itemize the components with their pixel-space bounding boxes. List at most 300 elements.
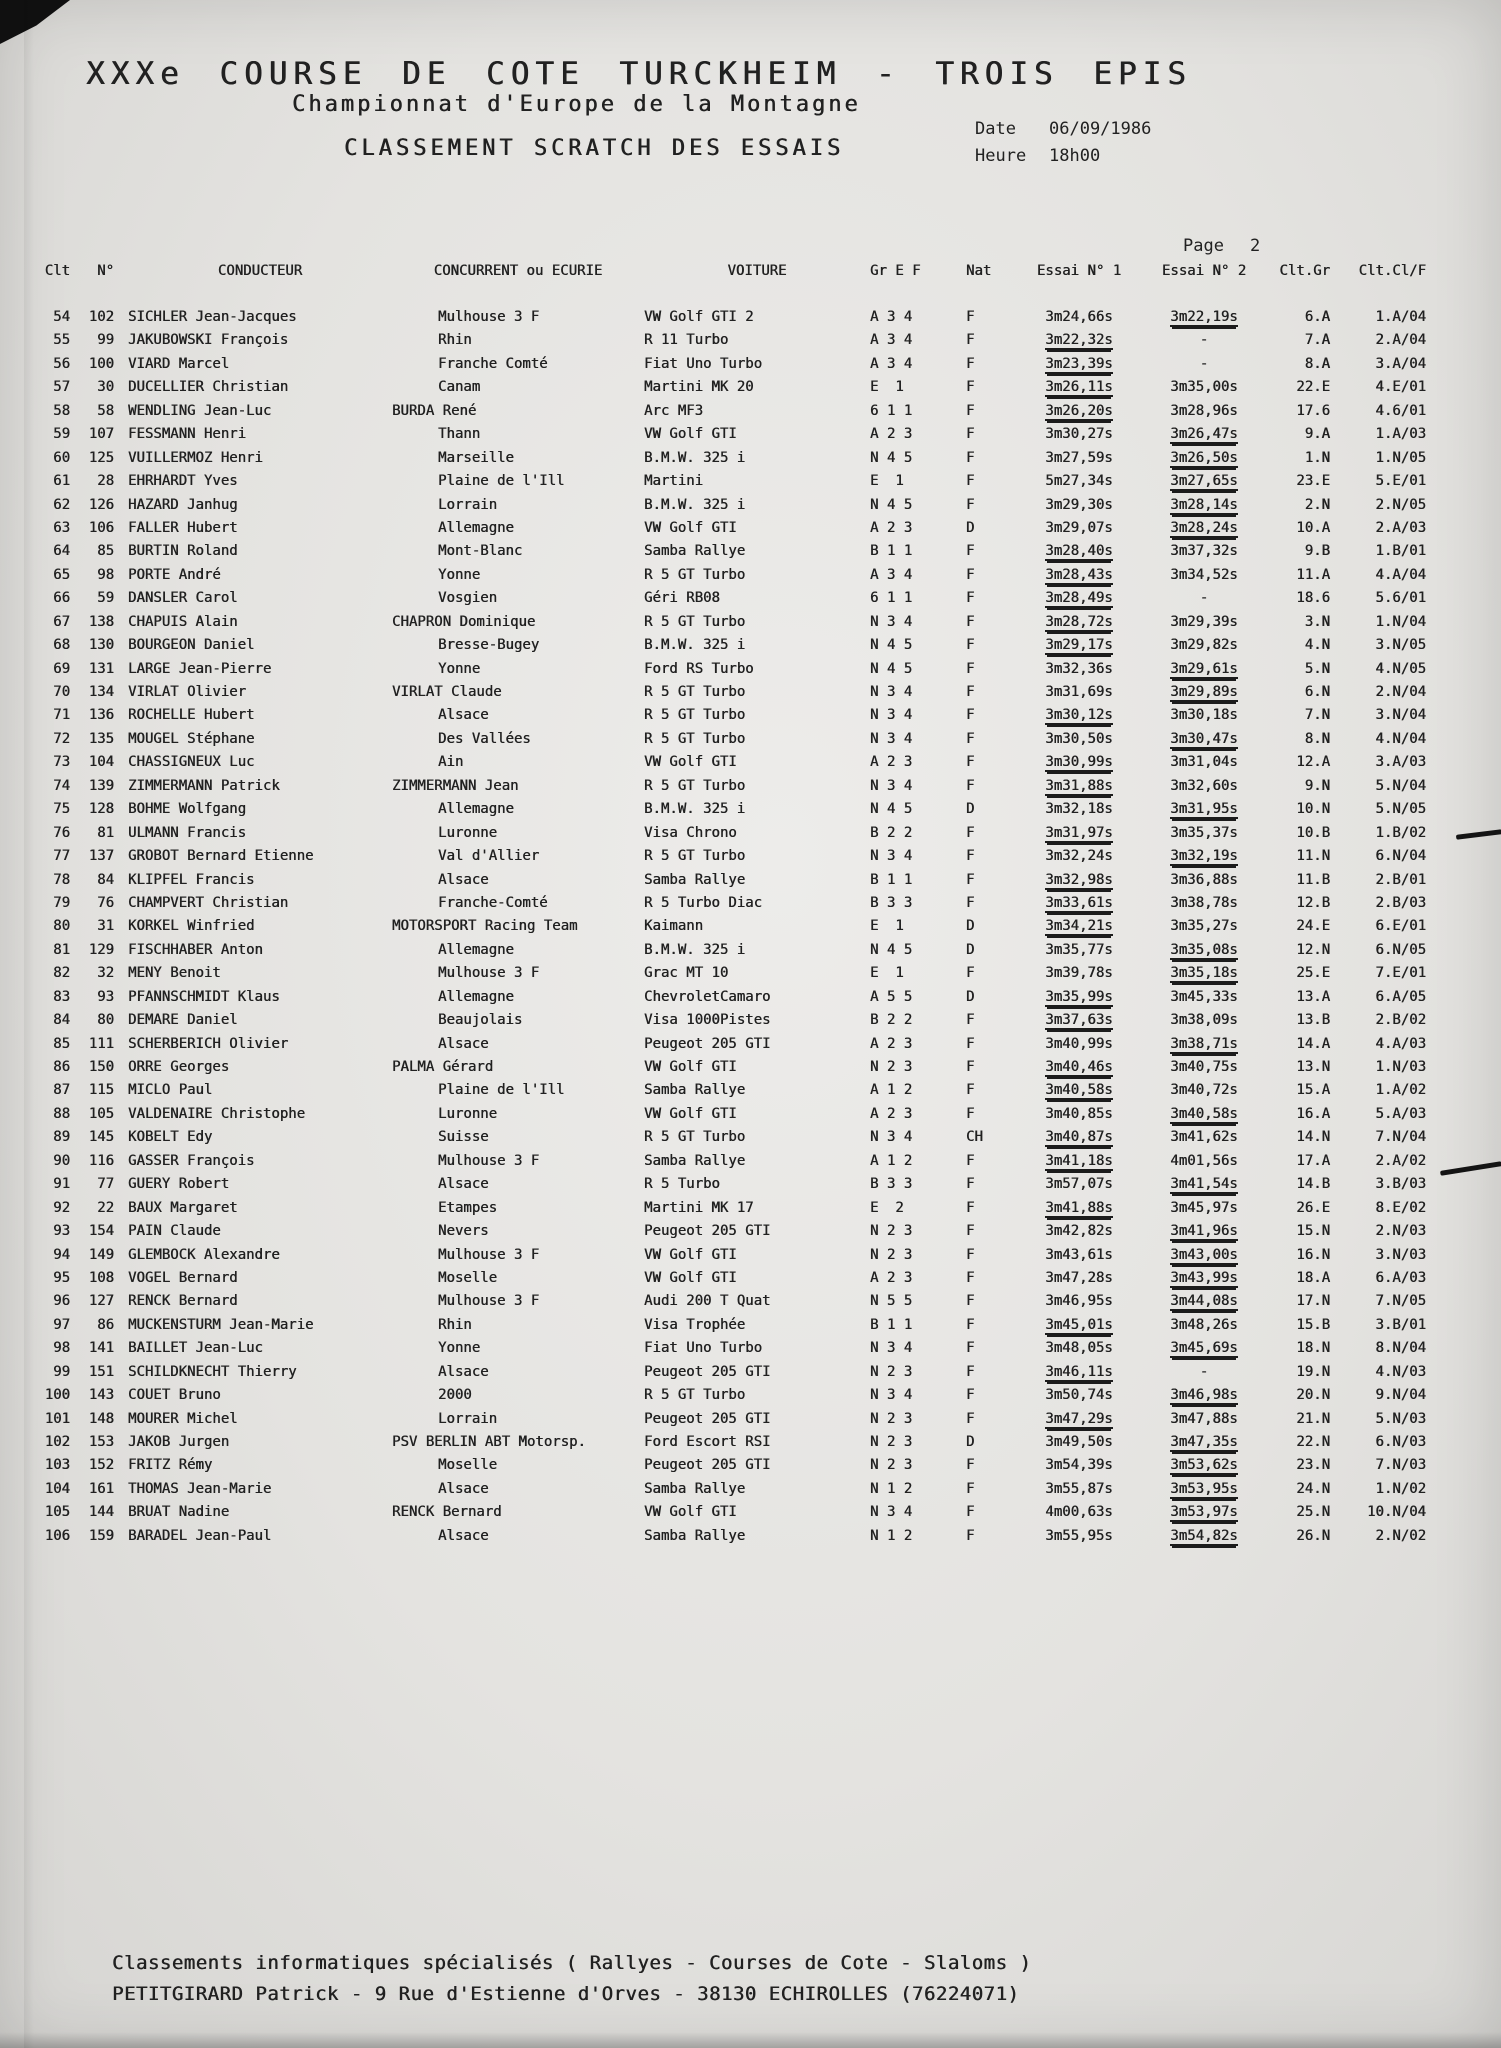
cell-team: Plaine de l'Ill (438, 473, 565, 490)
cell-clt-gr: 23.N (1296, 1457, 1330, 1474)
cell-car: VW Golf GTI (644, 1105, 737, 1122)
cell-group: N 4 5 (870, 496, 913, 513)
cell-essai2: 3m30,18s (1170, 707, 1238, 724)
cell-number: 137 (88, 848, 114, 865)
cell-clt-class: 6.N/05 (1375, 941, 1426, 958)
cell-clt: 77 (53, 848, 70, 865)
cell-essai1: 5m27,34s (1045, 473, 1113, 490)
cell-nat: F (966, 824, 975, 841)
heure-value: 18h00 (1049, 146, 1101, 166)
cell-group: B 3 3 (870, 1176, 913, 1193)
cell-nat: F (966, 590, 975, 607)
cell-number: 143 (88, 1387, 114, 1404)
cell-clt-gr: 22.E (1296, 379, 1330, 396)
cell-driver: JAKOB Jurgen (128, 1434, 230, 1450)
cell-essai1 (1016, 587, 1142, 610)
cell-nat: F (966, 777, 975, 794)
cell-clt-class: 7.E/01 (1375, 965, 1426, 982)
cell-team: Thann (438, 426, 481, 443)
col-header-driver: CONDUCTEUR (217, 263, 303, 279)
cell-group: E 1 (870, 918, 904, 935)
cell-clt: 56 (53, 355, 70, 372)
cell-number: 134 (88, 684, 114, 700)
best-time: 3m28,40s (1045, 543, 1113, 560)
cell-clt-gr: 20.N (1296, 1387, 1330, 1404)
cell-driver: HAZARD Janhug (128, 496, 238, 513)
cell-clt-gr: 25.E (1296, 965, 1330, 982)
cell-number: 135 (88, 730, 114, 747)
cell-clt-class: 4.6/01 (1375, 402, 1426, 419)
best-time: 3m28,49s (1045, 590, 1113, 607)
cell-essai2 (1142, 1384, 1266, 1407)
cell-team: Allemagne (438, 801, 514, 818)
cell-nat: F (966, 1269, 975, 1286)
best-time: 3m23,39s (1045, 355, 1113, 372)
cell-car: Ford RS Turbo (644, 660, 754, 677)
cell-number: 104 (88, 754, 114, 771)
cell-clt-class: 2.N/02 (1375, 1527, 1426, 1544)
cell-essai2: 3m29,39s (1170, 613, 1238, 630)
cell-clt: 90 (53, 1152, 70, 1169)
cell-clt-gr: 4.N (1304, 637, 1330, 654)
cell-car: Samba Rallye (644, 1527, 746, 1544)
cell-group: N 4 5 (870, 801, 913, 818)
best-time: 3m30,12s (1045, 707, 1113, 724)
cell-car: B.M.W. 325 i (644, 449, 746, 466)
cell-essai1 (1016, 986, 1142, 1009)
best-time: 3m46,11s (1045, 1363, 1113, 1380)
cell-nat: F (966, 309, 975, 325)
document-title: XXXe COURSE DE COTE TURCKHEIM - TROIS EPIS (86, 56, 1192, 92)
cell-clt-class: 5.A/03 (1375, 1105, 1426, 1122)
cell-essai1: 3m46,95s (1045, 1293, 1113, 1310)
best-time: 3m43,99s (1170, 1269, 1238, 1286)
cell-clt-class: 8.E/02 (1375, 1199, 1426, 1216)
cell-nat: F (966, 379, 975, 396)
cell-clt-gr: 15.A (1296, 1082, 1330, 1099)
cell-clt-gr: 13.N (1296, 1059, 1330, 1075)
cell-number: 80 (97, 1012, 114, 1029)
cell-clt: 93 (53, 1223, 70, 1240)
cell-driver: FISCHHABER Anton (128, 941, 263, 958)
cell-team: Plaine de l'Ill (438, 1082, 565, 1099)
cell-car: VW Golf GTI (644, 519, 737, 536)
cell-number: 81 (97, 824, 114, 841)
cell-nat: F (966, 473, 975, 490)
cell-clt: 57 (53, 379, 70, 396)
cell-essai1: 3m47,28s (1045, 1269, 1113, 1286)
cell-nat: F (966, 1410, 975, 1427)
scan-edge-mark (1456, 829, 1501, 840)
cell-clt-class: 10.N/04 (1366, 1504, 1426, 1521)
cell-car: Martini (644, 473, 704, 490)
cell-driver: BOHME Wolfgang (128, 801, 247, 818)
cell-essai1: 3m24,66s (1045, 309, 1113, 325)
cell-car: B.M.W. 325 i (644, 637, 746, 654)
cell-group: N 3 4 (870, 707, 913, 724)
result-row (0, 1267, 1426, 1290)
cell-team: Allemagne (438, 941, 514, 958)
cell-essai1: 3m27,59s (1045, 449, 1113, 466)
best-time: 3m53,62s (1170, 1457, 1238, 1474)
cell-group: N 2 3 (870, 1246, 913, 1263)
result-row (0, 892, 1426, 915)
cell-driver: SCHERBERICH Olivier (128, 1035, 289, 1052)
best-time: 3m33,61s (1045, 894, 1113, 911)
cell-car: Martini MK 17 (644, 1199, 754, 1216)
cell-clt-class: 5.N/03 (1375, 1410, 1426, 1427)
col-header-nat: Nat (966, 263, 992, 279)
cell-nat: F (966, 894, 975, 911)
cell-driver: LARGE Jean-Pierre (128, 660, 272, 677)
cell-clt-class: 2.A/02 (1375, 1152, 1426, 1169)
cell-nat: F (966, 1316, 975, 1333)
cell-clt: 62 (53, 496, 70, 513)
cell-car: R 5 GT Turbo (644, 707, 746, 724)
cell-essai2 (1142, 939, 1266, 962)
cell-car: Visa Trophée (644, 1316, 746, 1333)
document-subtitle: Championnat d'Europe de la Montagne (292, 92, 861, 117)
result-row (0, 1197, 1426, 1220)
result-row (0, 329, 1426, 352)
cell-essai1: 3m55,95s (1045, 1527, 1113, 1544)
date-value: 06/09/1986 (1049, 119, 1152, 139)
result-row (0, 681, 1426, 704)
best-time: 3m44,08s (1170, 1293, 1238, 1310)
cell-driver: SCHILDKNECHT Thierry (128, 1363, 297, 1380)
best-time: 3m29,61s (1170, 660, 1238, 677)
cell-clt-gr: 3.N (1304, 613, 1330, 630)
cell-nat: F (966, 332, 975, 349)
cell-essai1 (1016, 329, 1142, 352)
cell-essai1 (1016, 634, 1142, 657)
cell-nat: F (966, 426, 975, 443)
cell-group: N 4 5 (870, 449, 913, 466)
cell-essai1: 3m31,69s (1045, 684, 1113, 700)
cell-clt: 81 (53, 941, 70, 958)
cell-driver: BURTIN Roland (128, 543, 238, 560)
cell-essai2 (1142, 1173, 1266, 1196)
cell-clt-class: 6.N/03 (1375, 1434, 1426, 1450)
best-time: 3m34,21s (1045, 918, 1113, 935)
cell-essai1: 3m42,82s (1045, 1223, 1113, 1240)
cell-group: A 2 3 (870, 1035, 913, 1052)
cell-clt-gr: 16.N (1296, 1246, 1330, 1263)
cell-clt-gr: 9.A (1304, 426, 1330, 443)
cell-number: 153 (88, 1434, 114, 1450)
cell-number: 138 (88, 613, 114, 630)
result-row (0, 423, 1426, 446)
cell-clt: 99 (53, 1363, 70, 1380)
cell-team: PSV BERLIN ABT Motorsp. (392, 1434, 586, 1450)
cell-number: 30 (97, 379, 114, 396)
cell-car: VW Golf GTI (644, 1059, 737, 1075)
result-row (0, 1103, 1426, 1126)
cell-number: 139 (88, 777, 114, 794)
cell-nat: F (966, 848, 975, 865)
cell-essai1 (1016, 1197, 1142, 1220)
cell-number: 150 (88, 1059, 114, 1075)
cell-nat: F (966, 1105, 975, 1122)
cell-car: Samba Rallye (644, 1152, 746, 1169)
cell-nat: F (966, 543, 975, 560)
cell-car: R 5 GT Turbo (644, 1387, 746, 1404)
best-time: 3m41,88s (1045, 1199, 1113, 1216)
cell-team: Etampes (438, 1199, 498, 1216)
cell-essai2 (1142, 1454, 1266, 1477)
cell-clt: 75 (53, 801, 70, 818)
cell-essai1: 3m32,24s (1045, 848, 1113, 865)
cell-clt-class: 9.N/04 (1375, 1387, 1426, 1404)
cell-essai1: 3m30,27s (1045, 426, 1113, 443)
cell-clt-gr: 17.A (1296, 1152, 1330, 1169)
result-row (0, 1431, 1426, 1454)
cell-essai2: 3m31,04s (1170, 754, 1238, 771)
cell-clt-gr: 14.B (1296, 1176, 1330, 1193)
table-header-row (0, 260, 1426, 283)
cell-essai2 (1142, 845, 1266, 868)
cell-clt-gr: 9.B (1304, 543, 1330, 560)
cell-team: Allemagne (438, 988, 514, 1005)
cell-clt-gr: 1.N (1304, 449, 1330, 466)
cell-nat: F (966, 1082, 975, 1099)
cell-car: R 5 Turbo (644, 1176, 720, 1193)
result-row (0, 869, 1426, 892)
cell-team: MOTORSPORT Racing Team (392, 918, 578, 935)
cell-driver: CHAMPVERT Christian (128, 894, 289, 911)
cell-nat: D (966, 801, 975, 818)
cell-nat: F (966, 1457, 975, 1474)
cell-clt-gr: 13.A (1296, 988, 1330, 1005)
cell-clt: 98 (53, 1340, 70, 1357)
cell-nat: D (966, 1434, 975, 1450)
cell-number: 76 (97, 894, 114, 911)
best-time: 3m31,88s (1045, 777, 1113, 794)
cell-group: N 1 2 (870, 1527, 913, 1544)
cell-group: N 3 4 (870, 1387, 913, 1404)
cell-driver: PAIN Claude (128, 1223, 221, 1240)
cell-number: 86 (97, 1316, 114, 1333)
cell-clt: 96 (53, 1293, 70, 1310)
cell-essai2 (1142, 1290, 1266, 1313)
cell-number: 115 (88, 1082, 114, 1099)
cell-clt-class: 4.N/05 (1375, 660, 1426, 677)
cell-clt-gr: 19.N (1296, 1363, 1330, 1380)
result-row (0, 1009, 1426, 1032)
cell-essai2 (1142, 1337, 1266, 1360)
cell-car: Samba Rallye (644, 1480, 746, 1497)
cell-clt: 69 (53, 660, 70, 677)
cell-clt: 101 (44, 1410, 70, 1427)
result-row (0, 1408, 1426, 1431)
cell-group: N 2 3 (870, 1457, 913, 1474)
cell-essai2: 3m37,32s (1170, 543, 1238, 560)
cell-nat: F (966, 1012, 975, 1029)
cell-car: B.M.W. 325 i (644, 801, 746, 818)
cell-nat: F (966, 566, 975, 583)
cell-team: Alsace (438, 1480, 489, 1497)
cell-clt-gr: 17.6 (1296, 402, 1330, 419)
cell-essai1 (1016, 704, 1142, 727)
cell-car: ChevroletCamaro (644, 988, 771, 1005)
best-time: 3m32,98s (1045, 871, 1113, 888)
cell-nat: F (966, 355, 975, 372)
cell-clt: 65 (53, 566, 70, 583)
cell-number: 145 (88, 1129, 114, 1146)
cell-essai1: 4m00,63s (1045, 1504, 1113, 1521)
cell-essai2: - (1199, 1363, 1209, 1380)
cell-clt: 70 (53, 684, 70, 700)
cell-clt-class: 2.A/04 (1375, 332, 1426, 349)
cell-driver: THOMAS Jean-Marie (128, 1480, 272, 1497)
cell-driver: MUCKENSTURM Jean-Marie (128, 1316, 314, 1333)
cell-number: 84 (97, 871, 114, 888)
cell-number: 128 (88, 801, 114, 818)
cell-car: Visa 1000Pistes (644, 1012, 771, 1029)
best-time: 3m29,89s (1170, 684, 1238, 700)
best-time: 3m22,19s (1170, 309, 1238, 325)
cell-team: Des Vallées (438, 730, 531, 747)
cell-clt: 104 (44, 1480, 70, 1497)
cell-clt-class: 1.A/04 (1375, 309, 1426, 325)
cell-driver: CHASSIGNEUX Luc (128, 754, 255, 771)
best-time: 3m28,24s (1170, 519, 1238, 536)
cell-essai2: 3m35,37s (1170, 824, 1238, 841)
result-row (0, 611, 1426, 634)
scan-corner-artifact (0, 0, 70, 44)
cell-clt: 68 (53, 637, 70, 654)
cell-essai2: - (1199, 332, 1209, 349)
cell-driver: ROCHELLE Hubert (128, 707, 255, 724)
cell-group: N 3 4 (870, 1129, 913, 1146)
cell-essai2: 3m36,88s (1170, 871, 1238, 888)
page-value: 2 (1249, 236, 1261, 256)
cell-driver: BRUAT Nadine (128, 1504, 230, 1521)
cell-number: 77 (97, 1176, 114, 1193)
cell-clt-class: 3.N/05 (1375, 637, 1426, 654)
cell-clt-class: 5.N/05 (1375, 801, 1426, 818)
cell-essai1: 3m57,07s (1045, 1176, 1113, 1193)
cell-nat: F (966, 402, 975, 419)
cell-team: ZIMMERMANN Jean (392, 777, 519, 794)
cell-number: 22 (97, 1199, 114, 1216)
cell-number: 102 (88, 309, 114, 325)
cell-driver: DEMARE Daniel (128, 1012, 238, 1029)
result-row (0, 1501, 1426, 1524)
cell-essai1 (1016, 1056, 1142, 1079)
cell-team: Mulhouse 3 F (438, 965, 540, 982)
cell-group: A 3 4 (870, 566, 913, 583)
cell-essai1 (1016, 1408, 1142, 1431)
cell-team: Ain (438, 754, 464, 771)
cell-clt: 88 (53, 1105, 70, 1122)
cell-driver: CHAPUIS Alain (128, 613, 238, 630)
cell-car: R 5 GT Turbo (644, 730, 746, 747)
cell-group: N 3 4 (870, 777, 913, 794)
cell-clt-gr: 26.E (1296, 1199, 1330, 1216)
cell-number: 98 (97, 566, 114, 583)
cell-clt-class: 5.N/04 (1375, 777, 1426, 794)
cell-team: Alsace (438, 707, 489, 724)
cell-driver: JAKUBOWSKI François (128, 332, 289, 349)
date-time-block (975, 116, 1151, 170)
cell-essai1 (1016, 892, 1142, 915)
cell-clt-gr: 16.A (1296, 1105, 1330, 1122)
cell-essai2 (1142, 470, 1266, 493)
cell-clt-class: 3.A/04 (1375, 355, 1426, 372)
cell-clt-gr: 8.A (1304, 355, 1330, 372)
result-row (0, 587, 1426, 610)
cell-driver: GUERY Robert (128, 1176, 230, 1193)
cell-nat: F (966, 754, 975, 771)
cell-clt-gr: 25.N (1296, 1504, 1330, 1521)
cell-clt: 66 (53, 590, 70, 607)
cell-team: Mulhouse 3 F (438, 1152, 540, 1169)
cell-clt-gr: 14.N (1296, 1129, 1330, 1146)
cell-essai2: 3m35,00s (1170, 379, 1238, 396)
cell-essai2 (1142, 658, 1266, 681)
result-row (0, 494, 1426, 517)
best-time: 3m53,97s (1170, 1504, 1238, 1521)
cell-essai1 (1016, 376, 1142, 399)
cell-essai1 (1016, 822, 1142, 845)
cell-car: Martini MK 20 (644, 379, 754, 396)
cell-essai1: 3m30,50s (1045, 730, 1113, 747)
best-time: 3m46,98s (1170, 1387, 1238, 1404)
best-time: 3m29,17s (1045, 637, 1113, 654)
cell-driver: BOURGEON Daniel (128, 637, 255, 654)
cell-number: 141 (88, 1340, 114, 1357)
cell-nat: D (966, 519, 975, 536)
cell-clt-class: 2.N/04 (1375, 684, 1426, 700)
cell-group: 6 1 1 (870, 402, 913, 419)
result-row (0, 915, 1426, 938)
result-row (0, 658, 1426, 681)
result-row (0, 470, 1426, 493)
result-row (0, 1173, 1426, 1196)
cell-number: 151 (88, 1363, 114, 1380)
result-row (0, 845, 1426, 868)
cell-group: B 2 2 (870, 824, 913, 841)
result-row (0, 1220, 1426, 1243)
results-rows (0, 306, 1426, 1548)
cell-car: Samba Rallye (644, 1082, 746, 1099)
result-row (0, 634, 1426, 657)
cell-team: VIRLAT Claude (392, 684, 502, 700)
cell-essai2: 3m40,75s (1170, 1059, 1238, 1075)
cell-team: Yonne (438, 660, 481, 677)
cell-team: Moselle (438, 1457, 498, 1474)
cell-number: 159 (88, 1527, 114, 1544)
col-header-team: CONCURRENT ou ECURIE (433, 263, 603, 279)
cell-team: Allemagne (438, 519, 514, 536)
cell-essai1: 3m48,05s (1045, 1340, 1113, 1357)
best-time: 3m40,58s (1045, 1082, 1113, 1099)
cell-clt-class: 6.E/01 (1375, 918, 1426, 935)
col-header-car: VOITURE (727, 263, 787, 279)
cell-essai1 (1016, 1314, 1142, 1337)
cell-essai2 (1142, 517, 1266, 540)
cell-team: Rhin (438, 332, 472, 349)
cell-car: B.M.W. 325 i (644, 941, 746, 958)
cell-number: 152 (88, 1457, 114, 1474)
cell-clt-gr: 15.B (1296, 1316, 1330, 1333)
cell-team: Beaujolais (438, 1012, 523, 1029)
cell-clt-gr: 17.N (1296, 1293, 1330, 1310)
cell-number: 154 (88, 1223, 114, 1240)
cell-group: A 3 4 (870, 309, 913, 325)
best-time: 3m53,95s (1170, 1480, 1238, 1497)
